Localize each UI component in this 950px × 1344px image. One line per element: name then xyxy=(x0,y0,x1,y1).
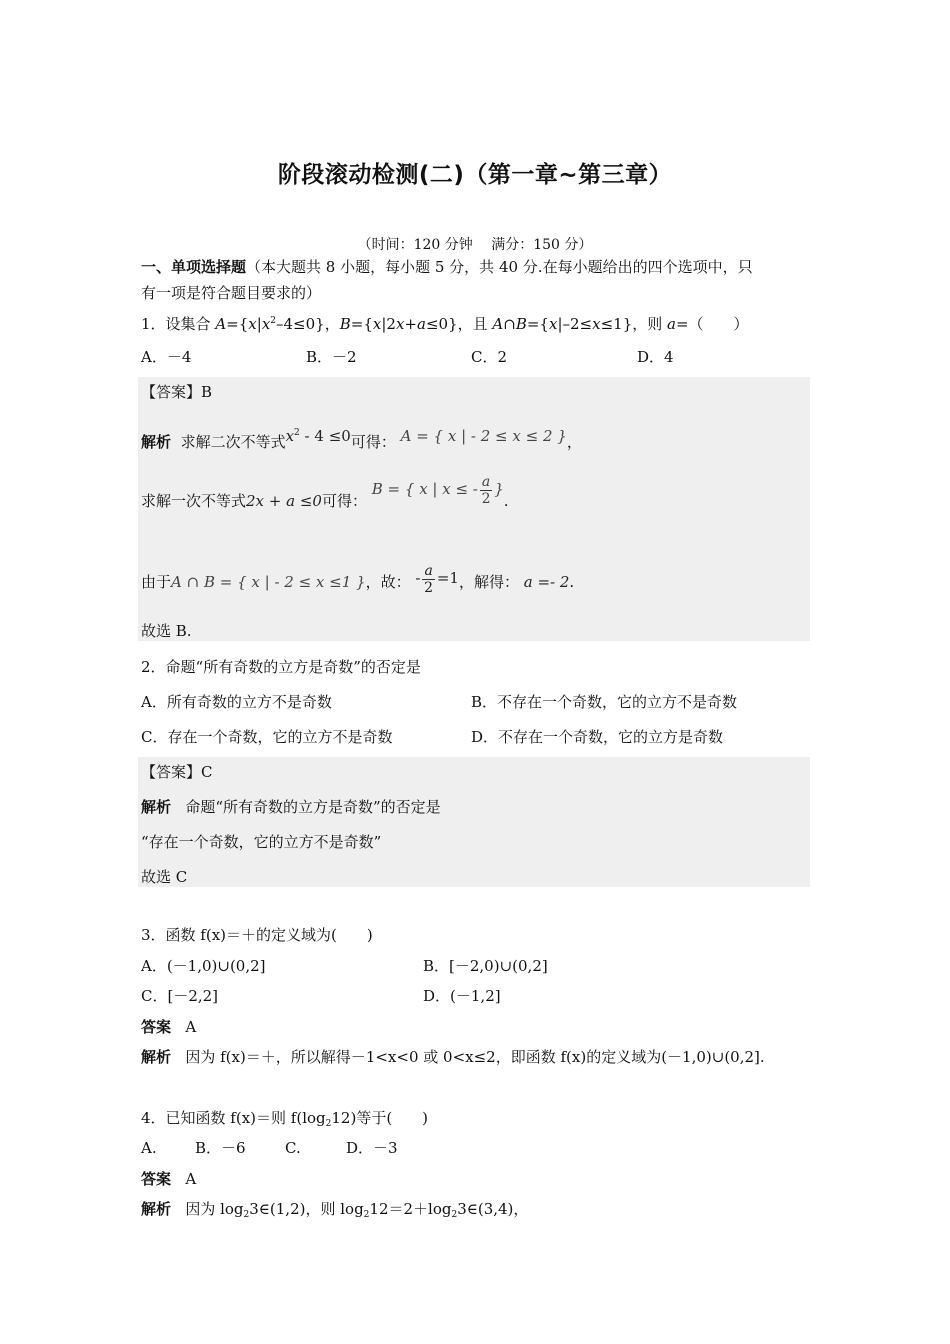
q1-stem-part: x xyxy=(248,315,257,333)
answer-label: 答案 xyxy=(141,1170,172,1188)
analysis-label: 解析 xyxy=(141,1200,172,1218)
answer-label: 答案 xyxy=(141,1018,172,1036)
formula-part: x xyxy=(285,427,295,445)
set-a-formula: A = { x | - 2 ≤ x ≤ 2 } xyxy=(400,427,567,445)
q1-stem-part: x xyxy=(261,315,271,333)
question-2-analysis xyxy=(141,796,810,818)
question-1-option-c: C．2 xyxy=(471,348,508,366)
formula-part: - 4 ≤0 xyxy=(299,427,351,445)
analysis-text: 求解一次不等式 xyxy=(141,492,247,510)
question-4-answer xyxy=(141,1168,810,1190)
question-2-conclusion: 故选 C xyxy=(141,868,188,886)
q1-stem-part: ={ xyxy=(226,315,249,333)
question-3-stem: 3．函数 f(x)＝＋的定义域为( ) xyxy=(141,926,373,944)
analysis-text: ， xyxy=(566,433,582,451)
question-4-option-a: A. xyxy=(141,1139,157,1157)
q1-stem-part: 1．设集合 xyxy=(141,315,216,333)
q1-stem-part: a xyxy=(667,315,676,333)
question-1-option-b: B．－2 xyxy=(306,348,357,366)
question-3-analysis xyxy=(141,1046,810,1068)
answer-value: A xyxy=(185,1170,197,1188)
question-4-option-d: D．－3 xyxy=(346,1139,398,1157)
set-b-formula xyxy=(371,473,504,507)
q1-stem-part: 2 xyxy=(270,316,277,326)
analysis-text: 可得： xyxy=(350,433,396,451)
q1-stem-part: + xyxy=(404,315,417,333)
q1-stem-part: B xyxy=(515,315,527,333)
question-1-analysis-line-2 xyxy=(141,473,810,524)
question-1-answer: 【答案】B xyxy=(141,383,213,401)
question-3-option-c: C．[－2,2] xyxy=(141,987,219,1005)
question-1-option-d: D．4 xyxy=(637,348,674,366)
inequality-formula xyxy=(286,427,351,445)
question-3-option-b: B．[－2,0)∪(0,2] xyxy=(423,957,548,975)
question-1-analysis-line-3 xyxy=(141,562,810,602)
fraction-numerator: a xyxy=(424,562,433,579)
question-1-analysis-line-1 xyxy=(141,428,810,453)
analysis-text: . xyxy=(503,492,509,510)
section-header-cont: 有一项是符合题目要求的） xyxy=(141,284,322,302)
question-2-option-c: C．存在一个奇数，它的立方不是奇数 xyxy=(141,728,393,746)
q1-stem-part: |2 xyxy=(381,315,396,333)
q1-stem-part: A xyxy=(492,315,504,333)
question-2-stem: 2．命题“所有奇数的立方是奇数”的否定是 xyxy=(141,658,421,676)
analysis-text: 由于 xyxy=(141,573,172,591)
exam-meta: （时间：120 分钟 满分：150 分） xyxy=(357,237,593,253)
analysis-text: 因为 f(x)＝＋，所以解得－1<x<0 或 0<x≤2，即函数 f(x)的定义域为(－1,0)∪(0,2]. xyxy=(185,1048,765,1066)
analysis-text: 3∈(1,2)，则 log xyxy=(249,1200,364,1218)
formula-part: 2 xyxy=(294,428,300,438)
question-3-answer xyxy=(141,1016,810,1038)
question-4-stem xyxy=(141,1107,810,1135)
analysis-text: 2 xyxy=(243,1210,250,1220)
q1-stem-part: |–2≤ xyxy=(557,315,593,333)
formula-part: } xyxy=(494,480,504,498)
q1-stem-part: x xyxy=(395,315,405,333)
result-formula: a =- 2 xyxy=(523,573,570,591)
intersection-formula: A ∩ B = { x | - 2 ≤ x ≤1 } xyxy=(171,573,366,591)
q1-stem-part: ≤0}，且 xyxy=(425,315,493,333)
question-2-option-b: B．不存在一个奇数，它的立方不是奇数 xyxy=(471,693,738,711)
question-2-analysis-2: “存在一个奇数，它的立方不是奇数” xyxy=(141,833,382,851)
analysis-text: 因为 log xyxy=(185,1200,244,1218)
q1-stem-part: x xyxy=(548,315,558,333)
question-1-stem xyxy=(141,310,810,335)
question-1-conclusion: 故选 B. xyxy=(141,622,192,640)
q1-stem-part: ={ xyxy=(526,315,549,333)
q1-stem-part: –4≤0}， xyxy=(276,315,340,333)
q1-stem-part: x xyxy=(372,315,382,333)
analysis-text: 求解二次不等式 xyxy=(180,433,286,451)
analysis-text: 2 xyxy=(363,1210,370,1220)
section-header xyxy=(141,256,810,278)
analysis-text: 2 xyxy=(451,1210,458,1220)
analysis-text: 3∈(3,4)， xyxy=(457,1200,529,1218)
fraction-numerator: a xyxy=(481,473,491,490)
analysis-text: ，故： xyxy=(365,573,411,591)
linear-inequality-formula: 2x + a ≤0 xyxy=(246,492,322,510)
equation-formula xyxy=(415,562,459,596)
page-title: 阶段滚动检测(二)（第一章~第三章） xyxy=(277,162,673,188)
question-4-option-c: C. xyxy=(285,1139,301,1157)
analysis-text: 12＝2＋log xyxy=(369,1200,452,1218)
q1-stem-part: A xyxy=(215,315,227,333)
answer-value: A xyxy=(185,1018,197,1036)
analysis-text: . xyxy=(569,573,575,591)
analysis-text: 命题“所有奇数的立方是奇数”的否定是 xyxy=(185,798,441,816)
formula-part: - xyxy=(415,569,421,587)
q1-stem-part: =（ ） xyxy=(675,315,749,333)
question-2-option-a: A．所有奇数的立方不是奇数 xyxy=(141,693,332,711)
section-header-rest: （本大题共 8 小题，每小题 5 分，共 40 分.在每小题给出的四个选项中，只 xyxy=(246,258,753,276)
fraction-a-over-2 xyxy=(422,563,434,596)
q1-stem-part: | xyxy=(256,315,262,333)
question-3-option-a: A．(－1,0)∪(0,2] xyxy=(141,957,266,975)
section-header-bold: 一、单项选择题 xyxy=(141,258,247,276)
fraction-a-over-2 xyxy=(480,474,492,507)
question-1-option-a: A．－4 xyxy=(141,348,192,366)
analysis-text: 可得： xyxy=(321,492,367,510)
question-4-analysis xyxy=(141,1198,810,1226)
q1-stem-part: B xyxy=(339,315,351,333)
fraction-denominator: 2 xyxy=(424,579,434,596)
question-2-answer: 【答案】C xyxy=(141,763,213,781)
q1-stem-part: ≤1}，则 xyxy=(600,315,668,333)
analysis-label: 解析 xyxy=(141,1048,172,1066)
q1-stem-part: ={ xyxy=(350,315,373,333)
question-2-option-d: D．不存在一个奇数，它的立方是奇数 xyxy=(471,728,724,746)
formula-part: B = { x | x ≤ - xyxy=(371,480,478,498)
question-4-option-b: B．－6 xyxy=(195,1139,246,1157)
question-3-option-d: D．(－1,2] xyxy=(423,987,501,1005)
q4-stem-part: 12)等于( ) xyxy=(331,1109,429,1127)
q4-stem-part: 4．已知函数 f(x)＝则 f(log xyxy=(141,1109,326,1127)
formula-part: =1 xyxy=(436,569,459,587)
q1-stem-part: x xyxy=(592,315,601,333)
analysis-label: 解析 xyxy=(141,798,172,816)
analysis-label: 解析 xyxy=(141,433,172,451)
q1-stem-part: ∩ xyxy=(503,315,516,333)
analysis-text: ，解得： xyxy=(458,573,519,591)
q4-stem-part: 2 xyxy=(325,1119,332,1129)
q1-stem-part: a xyxy=(417,315,426,333)
fraction-denominator: 2 xyxy=(481,490,491,507)
